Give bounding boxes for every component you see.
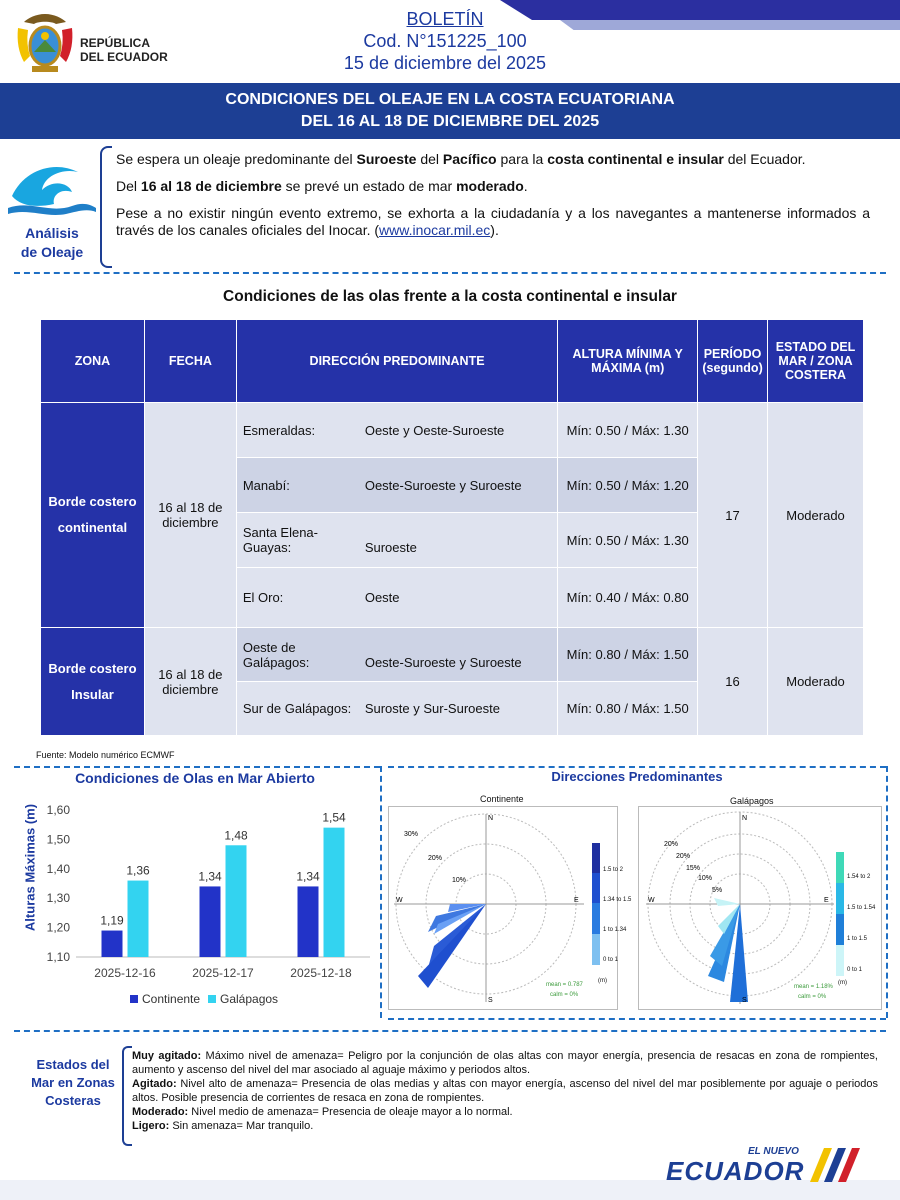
state-ligero: Ligero: Sin amenaza= Mar tranquilo.	[132, 1120, 314, 1132]
banner-line2: DEL 16 AL 18 DE DICIEMBRE DEL 2025	[300, 113, 600, 130]
bar-value-label: 1,34	[198, 869, 222, 884]
rose-galapagos-label: Galápagos	[730, 796, 774, 806]
analysis-bracket	[100, 146, 112, 268]
rose-stat: calm = 0%	[798, 994, 827, 1000]
rose-panel-border-right	[886, 766, 888, 1018]
section-divider	[14, 272, 886, 274]
bulletin-code: Cod. N°151225_100	[363, 31, 527, 51]
main-banner	[0, 83, 900, 139]
direction-cell: Santa Elena-Guayas: Suroeste	[236, 513, 557, 568]
direction-cell: El Oro: Oeste	[236, 568, 557, 628]
height-cell: Mín: 0.80 / Máx: 1.50	[558, 682, 698, 736]
rose-ring-label: 20%	[676, 853, 691, 860]
rose-ring-label: 10%	[698, 875, 713, 882]
bar-value-label: 1,19	[100, 913, 124, 928]
y-tick-label: 1,20	[46, 920, 70, 935]
source-note: Fuente: Modelo numérico ECMWF	[36, 750, 175, 760]
country-line2: DEL ECUADOR	[80, 50, 168, 64]
direction-cell: Oeste de Galápagos: Oeste-Suroeste y Suroeste	[236, 628, 557, 682]
rose-title: Direcciones Predominantes	[551, 769, 723, 784]
bar-chart-ylabel-wrap	[20, 803, 40, 932]
bulletin-date: 15 de diciembre del 2025	[343, 53, 547, 73]
height-cell: Mín: 0.50 / Máx: 1.30	[558, 403, 698, 458]
y-tick-label: 1,10	[46, 950, 70, 964]
states-bracket	[122, 1046, 132, 1146]
bar-galápagos	[128, 881, 149, 957]
wave-conditions-table	[40, 319, 864, 736]
y-tick-label: 1,50	[46, 832, 70, 847]
ecuador-flag-stripes-icon	[810, 1148, 866, 1182]
rose-panel-border	[388, 766, 886, 768]
height-cell: Mín: 0.80 / Máx: 1.50	[558, 628, 698, 682]
direction-cell: Manabí: Oeste-Suroeste y Suroeste	[236, 458, 557, 513]
rose-ring-label: 20%	[664, 841, 679, 848]
legend-label: Continente	[142, 992, 201, 1006]
date-insular: 16 al 18 de diciembre	[144, 628, 236, 736]
rose-continente-label: Continente	[480, 794, 524, 804]
states-label: Estados del Mar en Zonas Costeras	[31, 1057, 115, 1108]
rose-ring-label: 30%	[404, 831, 419, 838]
header-altura: ALTURA MÍNIMA Y MÁXIMA (m)	[558, 320, 698, 403]
rose-continente-unit: (m)	[598, 978, 607, 984]
table-row	[41, 403, 864, 458]
bar-galápagos	[324, 828, 345, 957]
rose-galapagos-petals	[708, 898, 748, 1002]
y-tick-label: 1,60	[46, 803, 70, 817]
header-periodo: PERÍODO (segundo)	[698, 320, 768, 403]
period-continental: 17	[698, 403, 768, 628]
rose-ring-label: 10%	[452, 877, 467, 884]
rose-dir-w: W	[396, 897, 403, 904]
rose-stat: calm = 0%	[550, 992, 579, 998]
analysis-paragraph-2: Del 16 al 18 de diciembre se prevé un estado de mar moderado.	[116, 178, 528, 194]
rose-galapagos-unit: (m)	[838, 980, 847, 986]
states-divider	[14, 1030, 886, 1032]
rose-ring-label: 15%	[686, 865, 701, 872]
bar-chart	[40, 795, 380, 1010]
analysis-label-line2: de Oleaje	[20, 244, 84, 260]
header-estado: ESTADO DEL MAR / ZONA COSTERA	[768, 320, 864, 403]
header-stripe-light	[560, 20, 900, 30]
coat-of-arms-icon	[14, 12, 76, 78]
analysis-label	[12, 224, 92, 262]
analysis-paragraph-3: Pese a no existir ningún evento extremo, se exhorta a la ciudadanía y a los navegantes a mantenerse informados a través de los canales oficiales del Inocar. (www.inocar.mil.ec).	[116, 205, 870, 238]
legend-swatch	[208, 995, 216, 1003]
height-cell: Mín: 0.50 / Máx: 1.20	[558, 458, 698, 513]
period-insular: 16	[698, 628, 768, 736]
states-list	[132, 1049, 878, 1133]
rose-ring-label: 20%	[428, 855, 443, 862]
bar-panel-border	[14, 766, 380, 768]
table-title: Condiciones de las olas frente a la costa continental e insular	[223, 288, 677, 305]
bar-value-label: 1,34	[296, 869, 320, 884]
rose-continente-legend: 1.5 to 2 1.34 to 1.5 1 to 1.34 0 to 1	[603, 867, 632, 963]
table-header-row	[41, 320, 864, 403]
y-tick-label: 1,30	[46, 891, 70, 906]
rose-stat: mean = 0.787	[546, 982, 583, 988]
zone-continental: Borde costero continental	[41, 403, 145, 628]
bulletin-label: BOLETÍN	[406, 9, 484, 29]
logo-small-text: EL NUEVO	[748, 1146, 799, 1157]
country-line1: REPÚBLICA	[80, 36, 151, 50]
zone-insular: Borde costero Insular	[41, 628, 145, 736]
bulletin-heading	[300, 8, 590, 74]
banner-line1: CONDICIONES DEL OLEAJE EN LA COSTA ECUATORIANA	[225, 91, 675, 108]
rose-dir-w: W	[648, 897, 655, 904]
x-tick-label: 2025-12-17	[192, 966, 254, 980]
header-zona: ZONA	[41, 320, 145, 403]
rose-dir-s: S	[742, 997, 747, 1004]
bar-chart-ylabel: Alturas Máximas (m)	[22, 803, 38, 932]
rose-galapagos-legend: 1.54 to 2 1.5 to 1.54 1 to 1.5 0 to 1	[847, 874, 876, 973]
state-continental: Moderado	[768, 403, 864, 628]
legend-label: Galápagos	[220, 992, 279, 1006]
bar-continente	[298, 886, 319, 957]
rose-stat: mean = 1.18%	[794, 984, 833, 990]
rose-panel-border-bottom	[388, 1018, 886, 1020]
bar-value-label: 1,36	[126, 863, 150, 878]
header-fecha: FECHA	[144, 320, 236, 403]
rose-ring-label: 5%	[712, 887, 723, 894]
state-muy-agitado: Muy agitado: Máximo nivel de amenaza= Peligro por la conjunción de olas altas con mayor energía, presencia de resacas en zona de rompientes, aumento y ascenso del nivel del mar asociado al aguaje máximo y periodos altos.	[132, 1050, 878, 1076]
analysis-text	[116, 151, 870, 249]
state-insular: Moderado	[768, 628, 864, 736]
height-cell: Mín: 0.50 / Máx: 1.30	[558, 513, 698, 568]
state-agitado: Agitado: Nivel alto de amenaza= Presencia de olas medias y altas con mayor energía, ascenso del nivel del mar posiblemente por aguaje o periodos altos. Posible presencia de corrientes de resaca en zona de rompientes.	[132, 1078, 878, 1104]
state-moderado: Moderado: Nivel medio de amenaza= Presencia de oleaje mayor a lo normal.	[132, 1106, 513, 1118]
country-name	[80, 36, 168, 64]
rose-continente	[388, 806, 618, 1010]
height-cell: Mín: 0.40 / Máx: 0.80	[558, 568, 698, 628]
bar-chart-title: Condiciones de Olas en Mar Abierto	[75, 770, 315, 786]
direction-cell: Esmeraldas: Oeste y Oeste-Suroeste	[236, 403, 557, 458]
rose-dir-s: S	[488, 997, 493, 1004]
rose-dir-e: E	[824, 897, 829, 904]
bar-galápagos	[226, 845, 247, 957]
bar-panel-border-right	[380, 766, 382, 1018]
analysis-paragraph-1: Se espera un oleaje predominante del Suroeste del Pacífico para la costa continental e insular del Ecuador.	[116, 151, 806, 167]
bar-continente	[200, 886, 221, 957]
rose-dir-n: N	[488, 815, 494, 822]
rose-continente-petals	[418, 904, 486, 988]
bar-continente	[102, 931, 123, 957]
y-tick-label: 1,40	[46, 861, 70, 876]
rose-galapagos-scale	[836, 852, 844, 976]
direction-cell: Sur de Galápagos: Suroste y Sur-Suroeste	[236, 682, 557, 736]
bar-value-label: 1,48	[224, 828, 248, 843]
date-continental: 16 al 18 de diciembre	[144, 403, 236, 628]
table-row	[41, 628, 864, 682]
bar-value-label: 1,54	[322, 810, 346, 825]
x-tick-label: 2025-12-18	[290, 966, 352, 980]
logo-big-text: ECUADOR	[666, 1156, 805, 1186]
rose-dir-e: E	[574, 897, 579, 904]
x-tick-label: 2025-12-16	[94, 966, 156, 980]
wave-icon	[6, 150, 98, 220]
inocar-link[interactable]: www.inocar.mil.ec	[379, 222, 491, 238]
legend-swatch	[130, 995, 138, 1003]
header-direccion: DIRECCIÓN PREDOMINANTE	[236, 320, 557, 403]
rose-dir-n: N	[742, 815, 748, 822]
analysis-label-line1: Análisis	[25, 225, 79, 241]
rose-continente-scale	[592, 843, 600, 965]
